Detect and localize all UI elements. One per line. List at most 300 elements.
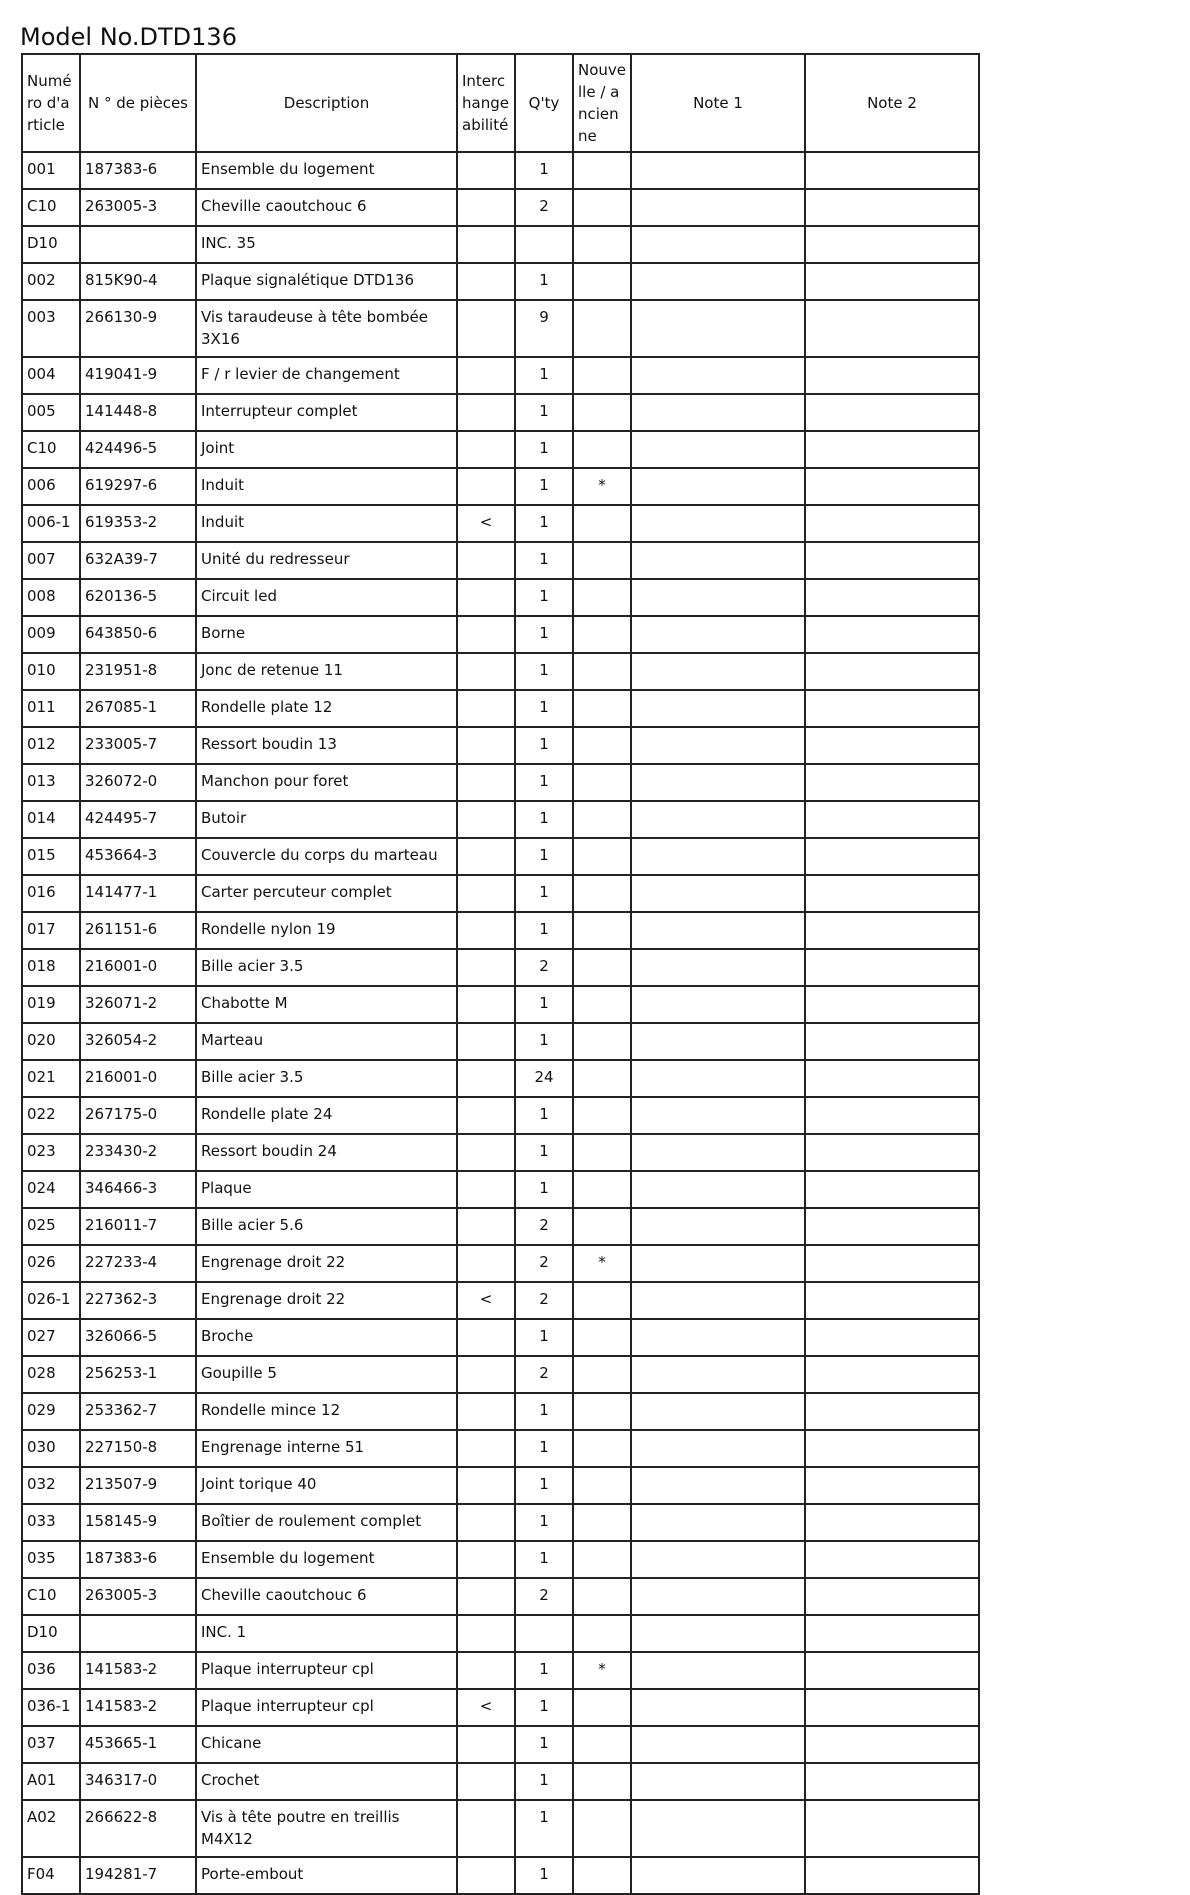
cell-new-old	[573, 300, 631, 357]
cell-description: Rondelle mince 12	[196, 1393, 457, 1430]
cell-new-old	[573, 1578, 631, 1615]
cell-note-1	[631, 1171, 805, 1208]
cell-note-2	[805, 1393, 979, 1430]
table-row	[22, 189, 979, 226]
cell-interchangeability: <	[457, 1689, 515, 1726]
table-header-row	[22, 54, 979, 152]
cell-description: Marteau	[196, 1023, 457, 1060]
table-row	[22, 1171, 979, 1208]
cell-new-old	[573, 1726, 631, 1763]
cell-part-number: 266622-8	[80, 1800, 196, 1857]
cell-quantity: 1	[515, 1800, 573, 1857]
cell-item-number: 014	[22, 801, 80, 838]
cell-item-number: 022	[22, 1097, 80, 1134]
cell-note-2	[805, 616, 979, 653]
cell-note-2	[805, 468, 979, 505]
cell-item-number: A01	[22, 1763, 80, 1800]
cell-part-number: 231951-8	[80, 653, 196, 690]
cell-note-1	[631, 912, 805, 949]
cell-part-number: 141583-2	[80, 1689, 196, 1726]
cell-new-old	[573, 1208, 631, 1245]
cell-item-number: 026-1	[22, 1282, 80, 1319]
cell-item-number: 008	[22, 579, 80, 616]
cell-interchangeability	[457, 263, 515, 300]
cell-note-2	[805, 1615, 979, 1652]
cell-description: F / r levier de changement	[196, 357, 457, 394]
cell-description: Unité du redresseur	[196, 542, 457, 579]
cell-description: Porte-embout	[196, 1857, 457, 1894]
cell-description: Bille acier 5.6	[196, 1208, 457, 1245]
cell-quantity	[515, 226, 573, 263]
cell-quantity: 24	[515, 1060, 573, 1097]
cell-description: Manchon pour foret	[196, 764, 457, 801]
cell-new-old	[573, 875, 631, 912]
cell-quantity: 2	[515, 949, 573, 986]
cell-description: Plaque interrupteur cpl	[196, 1689, 457, 1726]
cell-quantity: 2	[515, 1208, 573, 1245]
table-row	[22, 1356, 979, 1393]
cell-note-1	[631, 1504, 805, 1541]
cell-new-old	[573, 152, 631, 189]
cell-note-1	[631, 1430, 805, 1467]
cell-interchangeability	[457, 152, 515, 189]
table-row	[22, 1097, 979, 1134]
cell-description: Engrenage interne 51	[196, 1430, 457, 1467]
cell-description: Interrupteur complet	[196, 394, 457, 431]
cell-note-1	[631, 690, 805, 727]
cell-note-1	[631, 653, 805, 690]
cell-note-1	[631, 949, 805, 986]
table-row	[22, 1763, 979, 1800]
cell-part-number: 261151-6	[80, 912, 196, 949]
header-note-2: Note 2	[805, 54, 979, 152]
cell-item-number: 020	[22, 1023, 80, 1060]
cell-part-number: 187383-6	[80, 1541, 196, 1578]
cell-description: Bille acier 3.5	[196, 1060, 457, 1097]
cell-description: Carter percuteur complet	[196, 875, 457, 912]
cell-note-1	[631, 1245, 805, 1282]
cell-interchangeability	[457, 912, 515, 949]
table-row	[22, 690, 979, 727]
cell-description: Bille acier 3.5	[196, 949, 457, 986]
cell-quantity: 1	[515, 431, 573, 468]
cell-new-old	[573, 986, 631, 1023]
cell-quantity: 1	[515, 1726, 573, 1763]
cell-description: Crochet	[196, 1763, 457, 1800]
table-body	[22, 152, 979, 1894]
cell-quantity: 1	[515, 1541, 573, 1578]
table-row	[22, 394, 979, 431]
cell-note-1	[631, 468, 805, 505]
cell-interchangeability: <	[457, 1282, 515, 1319]
cell-quantity: 1	[515, 357, 573, 394]
cell-quantity: 1	[515, 838, 573, 875]
cell-interchangeability	[457, 949, 515, 986]
table-row	[22, 653, 979, 690]
cell-item-number: 006	[22, 468, 80, 505]
cell-quantity: 1	[515, 986, 573, 1023]
cell-new-old	[573, 1060, 631, 1097]
cell-description: Vis taraudeuse à tête bombée 3X16	[196, 300, 457, 357]
cell-description: Jonc de retenue 11	[196, 653, 457, 690]
cell-note-1	[631, 1857, 805, 1894]
cell-description: Rondelle nylon 19	[196, 912, 457, 949]
cell-interchangeability	[457, 1726, 515, 1763]
cell-note-1	[631, 263, 805, 300]
table-row	[22, 263, 979, 300]
cell-quantity: 2	[515, 1356, 573, 1393]
cell-interchangeability	[457, 1356, 515, 1393]
table-row	[22, 1541, 979, 1578]
cell-new-old	[573, 1430, 631, 1467]
cell-part-number: 346317-0	[80, 1763, 196, 1800]
cell-note-2	[805, 1763, 979, 1800]
cell-description: Cheville caoutchouc 6	[196, 1578, 457, 1615]
cell-part-number: 326066-5	[80, 1319, 196, 1356]
cell-interchangeability	[457, 1652, 515, 1689]
cell-note-2	[805, 875, 979, 912]
cell-note-2	[805, 1652, 979, 1689]
cell-note-1	[631, 189, 805, 226]
cell-description: INC. 35	[196, 226, 457, 263]
cell-description: Butoir	[196, 801, 457, 838]
table-row	[22, 838, 979, 875]
cell-interchangeability	[457, 394, 515, 431]
table-row	[22, 875, 979, 912]
header-quantity: Q'ty	[515, 54, 573, 152]
cell-interchangeability	[457, 616, 515, 653]
cell-interchangeability	[457, 226, 515, 263]
cell-new-old	[573, 1319, 631, 1356]
cell-new-old	[573, 357, 631, 394]
table-row	[22, 152, 979, 189]
cell-interchangeability	[457, 1208, 515, 1245]
cell-note-1	[631, 1652, 805, 1689]
header-interchangeability: Interchangeabilité	[457, 54, 515, 152]
cell-description: Rondelle plate 12	[196, 690, 457, 727]
cell-part-number: 141448-8	[80, 394, 196, 431]
cell-item-number: 005	[22, 394, 80, 431]
cell-note-2	[805, 764, 979, 801]
cell-part-number: 233005-7	[80, 727, 196, 764]
cell-note-1	[631, 394, 805, 431]
cell-new-old	[573, 1356, 631, 1393]
cell-new-old	[573, 1763, 631, 1800]
cell-note-2	[805, 431, 979, 468]
cell-quantity: 1	[515, 1689, 573, 1726]
table-row	[22, 1245, 979, 1282]
cell-interchangeability	[457, 875, 515, 912]
cell-quantity: 1	[515, 1023, 573, 1060]
cell-note-1	[631, 727, 805, 764]
cell-note-1	[631, 357, 805, 394]
table-row	[22, 1615, 979, 1652]
header-new-old: Nouvelle / ancienne	[573, 54, 631, 152]
table-row	[22, 1060, 979, 1097]
table-row	[22, 949, 979, 986]
cell-note-2	[805, 579, 979, 616]
cell-interchangeability	[457, 1023, 515, 1060]
cell-quantity: 1	[515, 263, 573, 300]
cell-note-2	[805, 801, 979, 838]
cell-new-old	[573, 394, 631, 431]
cell-description: Induit	[196, 505, 457, 542]
cell-description: Goupille 5	[196, 1356, 457, 1393]
cell-item-number: 037	[22, 1726, 80, 1763]
cell-item-number: 030	[22, 1430, 80, 1467]
cell-part-number: 619353-2	[80, 505, 196, 542]
cell-item-number: 017	[22, 912, 80, 949]
cell-new-old	[573, 1541, 631, 1578]
cell-item-number: 006-1	[22, 505, 80, 542]
table-row	[22, 1319, 979, 1356]
cell-part-number	[80, 226, 196, 263]
parts-table	[21, 53, 980, 1895]
cell-part-number: 419041-9	[80, 357, 196, 394]
cell-part-number: 326054-2	[80, 1023, 196, 1060]
cell-item-number: 009	[22, 616, 80, 653]
cell-quantity: 1	[515, 912, 573, 949]
cell-item-number: 002	[22, 263, 80, 300]
cell-new-old	[573, 1282, 631, 1319]
cell-note-1	[631, 1060, 805, 1097]
table-row	[22, 226, 979, 263]
cell-description: Joint torique 40	[196, 1467, 457, 1504]
cell-item-number: 036-1	[22, 1689, 80, 1726]
cell-item-number: 015	[22, 838, 80, 875]
cell-interchangeability	[457, 1615, 515, 1652]
cell-item-number: 016	[22, 875, 80, 912]
cell-description: Engrenage droit 22	[196, 1245, 457, 1282]
table-row	[22, 1208, 979, 1245]
cell-interchangeability	[457, 1504, 515, 1541]
table-row	[22, 431, 979, 468]
cell-note-2	[805, 263, 979, 300]
cell-note-1	[631, 1134, 805, 1171]
cell-part-number: 194281-7	[80, 1857, 196, 1894]
cell-quantity: 1	[515, 468, 573, 505]
cell-note-2	[805, 949, 979, 986]
cell-new-old	[573, 1134, 631, 1171]
cell-interchangeability	[457, 1097, 515, 1134]
cell-item-number: C10	[22, 189, 80, 226]
table-row	[22, 1393, 979, 1430]
cell-note-2	[805, 1504, 979, 1541]
cell-note-1	[631, 1541, 805, 1578]
cell-item-number: D10	[22, 226, 80, 263]
cell-note-1	[631, 616, 805, 653]
cell-new-old: *	[573, 1652, 631, 1689]
cell-part-number: 187383-6	[80, 152, 196, 189]
cell-new-old	[573, 189, 631, 226]
cell-note-2	[805, 1857, 979, 1894]
cell-note-2	[805, 1282, 979, 1319]
cell-note-1	[631, 1689, 805, 1726]
cell-new-old	[573, 1857, 631, 1894]
cell-item-number: 010	[22, 653, 80, 690]
table-row	[22, 801, 979, 838]
header-item-number: Numéro d'article	[22, 54, 80, 152]
cell-description: Boîtier de roulement complet	[196, 1504, 457, 1541]
cell-note-2	[805, 1134, 979, 1171]
cell-new-old	[573, 505, 631, 542]
cell-note-2	[805, 1023, 979, 1060]
cell-new-old	[573, 1393, 631, 1430]
cell-description: Couvercle du corps du marteau	[196, 838, 457, 875]
cell-interchangeability	[457, 542, 515, 579]
cell-note-1	[631, 226, 805, 263]
cell-description: Plaque	[196, 1171, 457, 1208]
cell-description: Ressort boudin 24	[196, 1134, 457, 1171]
table-row	[22, 579, 979, 616]
cell-note-1	[631, 1097, 805, 1134]
cell-part-number: 227150-8	[80, 1430, 196, 1467]
cell-part-number: 216001-0	[80, 949, 196, 986]
cell-interchangeability	[457, 1245, 515, 1282]
cell-note-2	[805, 300, 979, 357]
header-note-1: Note 1	[631, 54, 805, 152]
cell-item-number: 028	[22, 1356, 80, 1393]
cell-description: Chicane	[196, 1726, 457, 1763]
cell-note-2	[805, 1578, 979, 1615]
cell-item-number: C10	[22, 1578, 80, 1615]
cell-quantity: 2	[515, 1578, 573, 1615]
table-row	[22, 505, 979, 542]
cell-description: Circuit led	[196, 579, 457, 616]
cell-note-1	[631, 431, 805, 468]
cell-new-old	[573, 727, 631, 764]
cell-note-1	[631, 1356, 805, 1393]
cell-interchangeability	[457, 579, 515, 616]
cell-quantity: 1	[515, 152, 573, 189]
cell-item-number: 001	[22, 152, 80, 189]
cell-item-number: 033	[22, 1504, 80, 1541]
table-row	[22, 912, 979, 949]
cell-new-old	[573, 1097, 631, 1134]
cell-note-2	[805, 912, 979, 949]
cell-quantity: 1	[515, 505, 573, 542]
cell-note-1	[631, 1726, 805, 1763]
cell-new-old	[573, 1504, 631, 1541]
cell-new-old	[573, 949, 631, 986]
cell-part-number: 424496-5	[80, 431, 196, 468]
cell-item-number: 012	[22, 727, 80, 764]
cell-item-number: 036	[22, 1652, 80, 1689]
cell-interchangeability	[457, 727, 515, 764]
cell-part-number: 213507-9	[80, 1467, 196, 1504]
cell-new-old	[573, 801, 631, 838]
table-row	[22, 1726, 979, 1763]
cell-note-1	[631, 542, 805, 579]
cell-quantity: 1	[515, 1430, 573, 1467]
cell-interchangeability	[457, 1578, 515, 1615]
cell-new-old: *	[573, 1245, 631, 1282]
cell-quantity: 1	[515, 1763, 573, 1800]
cell-description: Broche	[196, 1319, 457, 1356]
cell-item-number: 011	[22, 690, 80, 727]
cell-note-2	[805, 1097, 979, 1134]
cell-quantity: 1	[515, 1134, 573, 1171]
cell-item-number: 027	[22, 1319, 80, 1356]
cell-quantity: 1	[515, 875, 573, 912]
table-row	[22, 986, 979, 1023]
cell-description: Plaque interrupteur cpl	[196, 1652, 457, 1689]
cell-description: Ensemble du logement	[196, 1541, 457, 1578]
cell-description: Cheville caoutchouc 6	[196, 189, 457, 226]
cell-part-number: 216011-7	[80, 1208, 196, 1245]
cell-note-2	[805, 226, 979, 263]
cell-item-number: 025	[22, 1208, 80, 1245]
cell-item-number: A02	[22, 1800, 80, 1857]
cell-quantity: 1	[515, 579, 573, 616]
cell-interchangeability	[457, 838, 515, 875]
cell-part-number: 256253-1	[80, 1356, 196, 1393]
header-part-number: N ° de pièces	[80, 54, 196, 152]
cell-note-1	[631, 300, 805, 357]
cell-part-number: 267175-0	[80, 1097, 196, 1134]
cell-description: Borne	[196, 616, 457, 653]
cell-note-2	[805, 505, 979, 542]
cell-quantity: 1	[515, 727, 573, 764]
table-row	[22, 1857, 979, 1894]
cell-note-2	[805, 1171, 979, 1208]
cell-description: Rondelle plate 24	[196, 1097, 457, 1134]
cell-part-number: 326071-2	[80, 986, 196, 1023]
cell-interchangeability	[457, 1467, 515, 1504]
cell-description: Plaque signalétique DTD136	[196, 263, 457, 300]
cell-note-1	[631, 1800, 805, 1857]
cell-part-number: 141477-1	[80, 875, 196, 912]
cell-quantity: 1	[515, 542, 573, 579]
cell-note-2	[805, 394, 979, 431]
cell-new-old	[573, 263, 631, 300]
cell-new-old	[573, 838, 631, 875]
cell-note-1	[631, 764, 805, 801]
table-row	[22, 1023, 979, 1060]
cell-item-number: 035	[22, 1541, 80, 1578]
cell-interchangeability: <	[457, 505, 515, 542]
cell-part-number: 453664-3	[80, 838, 196, 875]
cell-interchangeability	[457, 653, 515, 690]
cell-part-number: 424495-7	[80, 801, 196, 838]
cell-part-number: 267085-1	[80, 690, 196, 727]
cell-part-number: 453665-1	[80, 1726, 196, 1763]
cell-new-old	[573, 1171, 631, 1208]
cell-item-number: F04	[22, 1857, 80, 1894]
cell-description: Vis à tête poutre en treillis M4X12	[196, 1800, 457, 1857]
cell-note-2	[805, 690, 979, 727]
cell-new-old	[573, 542, 631, 579]
table-row	[22, 300, 979, 357]
cell-part-number: 620136-5	[80, 579, 196, 616]
cell-quantity: 1	[515, 1467, 573, 1504]
cell-part-number: 263005-3	[80, 189, 196, 226]
cell-new-old	[573, 226, 631, 263]
cell-quantity: 2	[515, 1282, 573, 1319]
cell-part-number	[80, 1615, 196, 1652]
cell-part-number: 141583-2	[80, 1652, 196, 1689]
cell-part-number: 253362-7	[80, 1393, 196, 1430]
cell-new-old	[573, 653, 631, 690]
cell-note-1	[631, 1467, 805, 1504]
cell-description: INC. 1	[196, 1615, 457, 1652]
cell-note-2	[805, 1060, 979, 1097]
table-row	[22, 357, 979, 394]
cell-note-2	[805, 1800, 979, 1857]
table-row	[22, 1467, 979, 1504]
table-row	[22, 1689, 979, 1726]
table-row	[22, 1652, 979, 1689]
